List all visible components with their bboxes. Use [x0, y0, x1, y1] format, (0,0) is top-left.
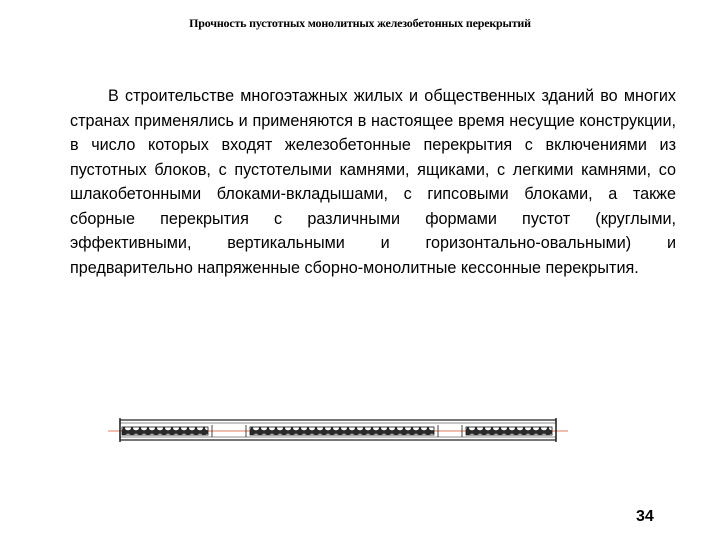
slab-section-figure	[108, 416, 568, 446]
hollow-block-band-right	[466, 427, 552, 435]
hollow-block-band-left	[122, 427, 208, 435]
body-paragraph: В строительстве многоэтажных жилых и общественных зданий во многих странах применялись и применяются в настоящее время несущие конструкции, в число которых входят железобетонные перекрытия с включениями из пустотных блоков, с пустотелыми камнями, ящиками, с легкими камнями, со шлакобетонными блоками-вкладышами, с гипсовыми блоками, а также сборные перекрытия с различными формами пустот (круглыми, эффективными, вертикальными и горизонтально-овальными) и предварительно напряженные сборно-монолитные кессонные перекрытия.	[70, 87, 676, 277]
hollow-block-band-center	[250, 427, 434, 435]
page-title: Прочность пустотных монолитных железобетонных перекрытий	[189, 16, 531, 30]
slab-section-drawing	[108, 416, 568, 446]
page-number: 34	[636, 508, 654, 525]
